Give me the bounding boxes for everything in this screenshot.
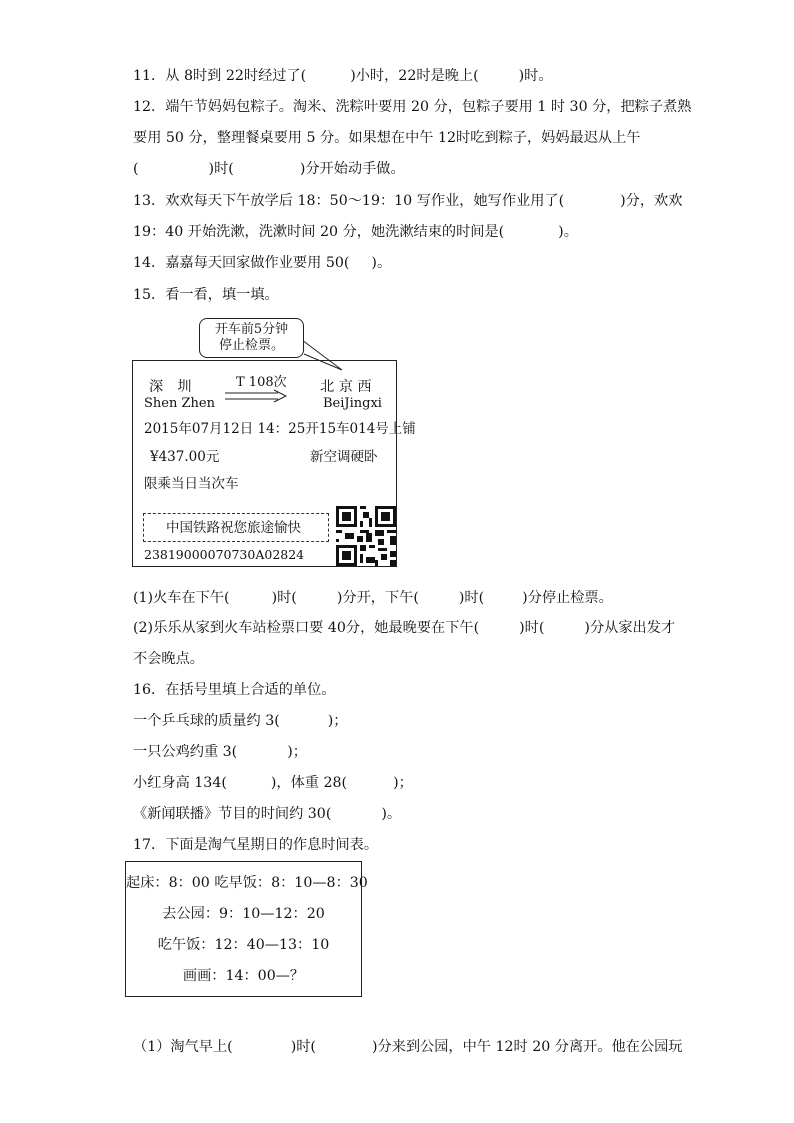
question-11 xyxy=(133,66,553,86)
q13-text-3: 19：40 开始洗漱，洗漱时间 20 分，她洗漱结束的时间是( xyxy=(133,224,505,240)
question-16-line-4 xyxy=(133,804,401,824)
q16-text-4: )； xyxy=(287,744,307,760)
question-15-sub-2 xyxy=(133,618,675,638)
ticket-datetime: 2015年07月12日 14：25开15车014号上铺 xyxy=(144,421,416,437)
question-12-line-1 xyxy=(133,97,691,117)
q16-text-1: 一个乒乓球的质量约 3( xyxy=(133,713,280,729)
ticket-train-number: T 108次 xyxy=(236,375,287,390)
q16-text-8: 《新闻联播》节目的时间约 30( xyxy=(133,806,332,822)
question-13-line-2 xyxy=(133,222,578,242)
q13-text-1: 13．欢欢每天下午放学后 18：50～19：10 写作业，她写作业用了( xyxy=(133,193,565,209)
question-14 xyxy=(133,253,391,273)
q17s1-text-2: )时( xyxy=(290,1039,316,1055)
q17s1-text-3: )分来到公园，中午 12时 20 分离开。他在公园玩 xyxy=(371,1039,683,1055)
q12-text-3: ( xyxy=(133,161,139,177)
arrow-right-icon xyxy=(224,389,288,403)
ticket-slogan: 中国铁路祝您旅途愉快 xyxy=(166,520,301,536)
callout-line-1: 开车前5分钟 xyxy=(214,322,289,337)
q17-title-text: 17．下面是淘气星期日的作息时间表。 xyxy=(133,837,379,853)
question-17-title xyxy=(133,835,378,855)
train-ticket xyxy=(132,360,416,567)
ticket-from-en: Shen Zhen xyxy=(144,396,215,411)
q14-text-2: )。 xyxy=(371,255,392,271)
q12-text-1: 12．端午节妈妈包粽子。淘米、洗粽叶要用 20 分，包粽子要用 1 时 30 分，把粽子煮熟 xyxy=(133,99,692,115)
ticket-to-cn: 北 京 西 xyxy=(320,379,372,395)
q13-text-2: )分，欢欢 xyxy=(620,193,683,209)
qr-code-icon xyxy=(336,506,396,566)
q16-text-9: )。 xyxy=(381,806,402,822)
q15s1-text-1: (1)火车在下午( xyxy=(133,590,230,606)
q13-text-4: )。 xyxy=(558,224,578,240)
ticket-from-cn: 深 圳 xyxy=(149,379,192,395)
question-12-line-2 xyxy=(133,128,641,148)
q14-text-1: 14．嘉嘉每天回家做作业要用 50( xyxy=(133,255,350,271)
ticket-serial: 23819000070730A02824 xyxy=(144,547,305,562)
q15-title-text: 15．看一看，填一填。 xyxy=(133,287,279,303)
question-15-sub-1 xyxy=(133,588,613,608)
ticket-limit: 限乘当日当次车 xyxy=(144,476,239,492)
question-15-title xyxy=(133,285,279,305)
ticket-seat: 新空调硬卧 xyxy=(310,449,378,465)
q15s1-text-5: )分停止检票。 xyxy=(522,590,613,606)
q15s1-text-2: )时( xyxy=(271,590,297,606)
q17s1-text-1: （1）淘气早上( xyxy=(133,1039,233,1055)
q15s1-text-4: )时( xyxy=(458,590,485,606)
q12-text-5: )分开始动手做。 xyxy=(299,161,405,177)
question-17-sub-1 xyxy=(133,1037,683,1057)
question-16-line-3 xyxy=(133,773,413,793)
q15s2-text-4: 不会晚点。 xyxy=(133,651,204,667)
callout-bubble xyxy=(199,318,304,358)
q16-text-2: )； xyxy=(327,713,348,729)
ticket-price: ¥437.00元 xyxy=(150,449,220,465)
q11-text-2: )小时，22时是晚上( xyxy=(350,68,479,84)
question-16-line-1 xyxy=(133,711,348,731)
schedule-row: 画画：14：00—？ xyxy=(182,968,305,984)
schedule-row: 去公园：9：10—12：20 xyxy=(162,906,325,922)
q16-text-3: 一只公鸡约重 3( xyxy=(133,744,238,760)
q12-text-4: )时( xyxy=(208,161,234,177)
q11-text-3: )时。 xyxy=(518,68,553,84)
q15s2-text-2: )时( xyxy=(519,620,545,636)
q15s2-text-1: (2)乐乐从家到火车站检票口要 40分，她最晚要在下午( xyxy=(133,620,480,636)
question-15-sub-2-cont xyxy=(133,649,204,669)
q16-text-5: 小红身高 134( xyxy=(133,775,227,791)
q11-text-1: 11．从 8时到 22时经过了( xyxy=(133,68,307,84)
q15s2-text-3: )分从家出发才 xyxy=(584,620,676,636)
schedule-table xyxy=(125,861,368,997)
q15s1-text-3: )分开，下午( xyxy=(336,590,419,606)
schedule-row: 吃午饭：12：40—13：10 xyxy=(157,937,330,953)
ticket-slogan-box xyxy=(143,513,329,542)
question-16-title xyxy=(133,680,336,700)
question-16-line-2 xyxy=(133,742,307,762)
callout-line-2: 停止检票。 xyxy=(218,338,284,353)
q16-text-7: )； xyxy=(393,775,413,791)
question-12-line-3 xyxy=(133,159,405,179)
q12-text-2: 要用 50 分，整理餐桌要用 5 分。如果想在中午 12时吃到粽子，妈妈最迟从上午 xyxy=(133,130,641,146)
q16-title-text: 16．在括号里填上合适的单位。 xyxy=(133,682,336,698)
ticket-to-en: BeiJingxi xyxy=(323,396,382,411)
q16-text-6: )，体重 28( xyxy=(270,775,348,791)
question-13-line-1 xyxy=(133,191,682,211)
schedule-row: 起床：8：00 吃早饭：8：10—8：30 xyxy=(126,875,368,891)
